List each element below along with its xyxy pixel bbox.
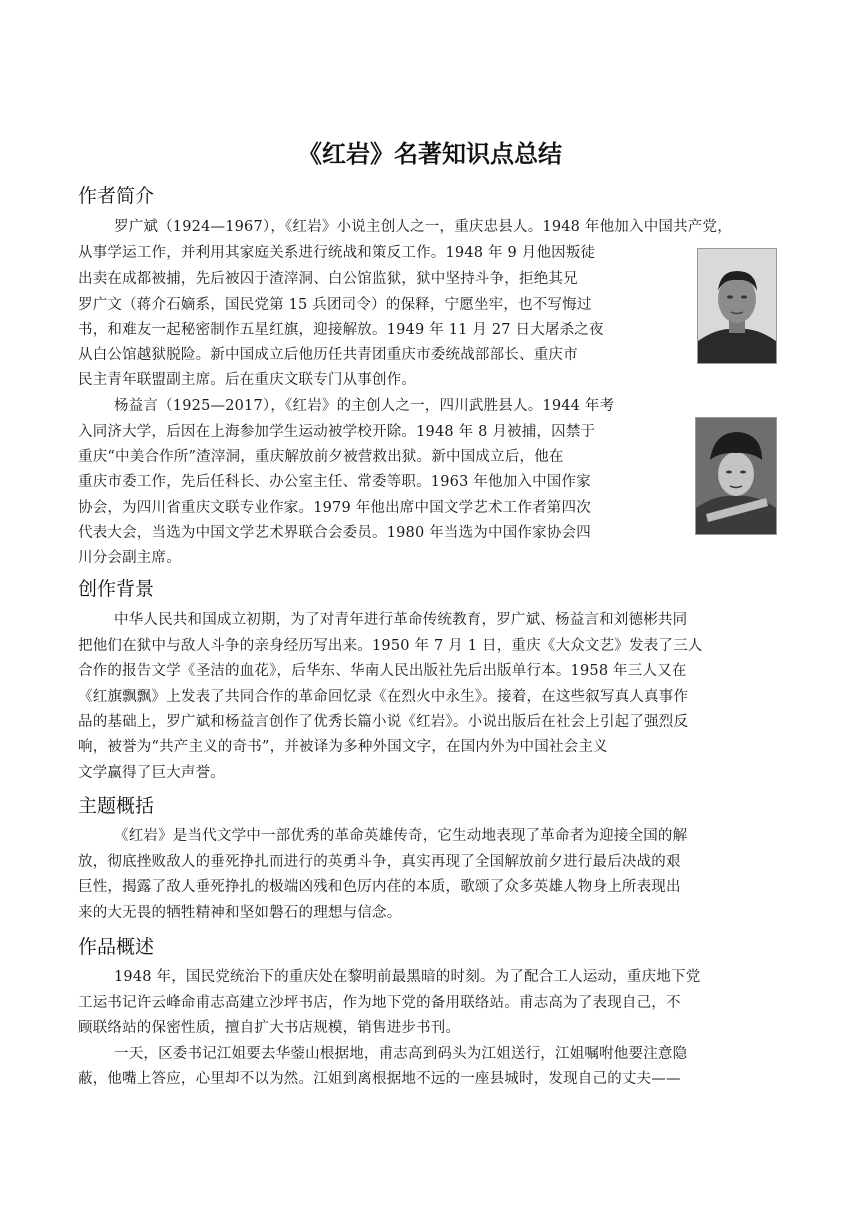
summary-line: 蔽，他嘴上答应，心里却不以为然。江姐到离根据地不远的一座县城时，发现自己的丈夫—— [78,1071,681,1087]
author-line: 罗广斌（1924—1967），《红岩》小说主创人之一，重庆忠县人。1948 年他加入中国共产党， [114,219,732,235]
background-line: 《红旗飘飘》上发表了共同合作的革命回忆录《在烈火中永生》。接着，在这些叙写真人真事作 [78,689,689,705]
background-line: 响，被誉为“共产主义的奇书”，并被译为多种外国文字，在国内外为中国社会主义 [78,739,608,755]
author-line: 川分会副主席。 [78,550,181,566]
author-line: 从事学运工作，并利用其家庭关系进行统战和策反工作。1948 年 9 月他因叛徒 [78,245,596,261]
section-heading-theme: 主题概括 [78,795,155,817]
background-line: 把他们在狱中与敌人斗争的亲身经历写出来。1950 年 7 月 1 日，重庆《大众文艺》发表了三人 [78,638,703,654]
author-line: 罗广文（蒋介石嫡系，国民党第 15 兵团司令）的保释，宁愿坐牢，也不写悔过 [78,297,592,313]
theme-line: 《红岩》是当代文学中一部优秀的革命英雄传奇，它生动地表现了革命者为迎接全国的解 [114,828,688,844]
author-line: 重庆市委工作，先后任科长、办公室主任、常委等职。1963 年他加入中国作家 [78,474,591,490]
background-line: 中华人民共和国成立初期，为了对青年进行革命传统教育，罗广斌、杨益言和刘德彬共同 [114,612,688,628]
background-line: 品的基础上，罗广斌和杨益言创作了优秀长篇小说《红岩》。小说出版后在社会上引起了强烈反 [78,714,689,730]
author-line: 书，和难友一起秘密制作五星红旗，迎接解放。1949 年 11 月 27 日大屠杀之夜 [78,322,604,338]
author-line: 从白公馆越狱脱险。新中国成立后他历任共青团重庆市委统战部部长、重庆市 [78,347,578,363]
author-line: 出卖在成都被捕，先后被囚于渣滓洞、白公馆监狱，狱中坚持斗争，拒绝其兄 [78,271,578,287]
summary-line: 一天，区委书记江姐要去华蓥山根据地，甫志高到码头为江姐送行，江姐嘱咐他要注意隐 [114,1046,688,1062]
section-heading-author: 作者简介 [78,185,155,207]
author-portrait-photo [697,248,777,364]
summary-line: 工运书记许云峰命甫志高建立沙坪书店，作为地下党的备用联络站。甫志高为了表现自己，不 [78,995,681,1011]
theme-line: 巨性，揭露了敌人垂死挣扎的极端凶残和色厉内荏的本质，歌颂了众多英雄人物身上所表现出 [78,879,681,895]
author-line: 入同济大学，后因在上海参加学生运动被学校开除。1948 年 8 月被捕，囚禁于 [78,424,596,440]
author-portrait-photo [695,417,777,535]
section-heading-summary: 作品概述 [78,936,155,958]
theme-line: 来的大无畏的牺牲精神和坚如磐石的理想与信念。 [78,905,402,921]
author-line: 重庆“中美合作所”渣滓洞，重庆解放前夕被营救出狱。新中国成立后，他在 [78,449,564,465]
theme-line: 放，彻底挫败敌人的垂死挣扎而进行的英勇斗争，真实再现了全国解放前夕进行最后决战的艰 [78,854,681,870]
summary-line: 1948 年，国民党统治下的重庆处在黎明前最黑暗的时刻。为了配合工人运动，重庆地下党 [114,969,701,985]
background-line: 合作的报告文学《圣洁的血花》，后华东、华南人民出版社先后出版单行本。1958 年三人又在 [78,663,687,679]
author-line: 协会，为四川省重庆文联专业作家。1979 年他出席中国文学艺术工作者第四次 [78,500,591,516]
background-line: 文学赢得了巨大声誉。 [78,765,225,781]
summary-line: 顾联络站的保密性质，擅自扩大书店规模，销售进步书刊。 [78,1020,461,1036]
author-line: 杨益言（1925—2017），《红岩》的主创人之一，四川武胜县人。1944 年考 [114,398,615,414]
page-title: 《红岩》名著知识点总结 [298,140,562,168]
author-line: 民主青年联盟副主席。后在重庆文联专门从事创作。 [78,372,417,388]
author-line: 代表大会，当选为中国文学艺术界联合会委员。1980 年当选为中国作家协会四 [78,525,591,541]
section-heading-background: 创作背景 [78,578,155,600]
